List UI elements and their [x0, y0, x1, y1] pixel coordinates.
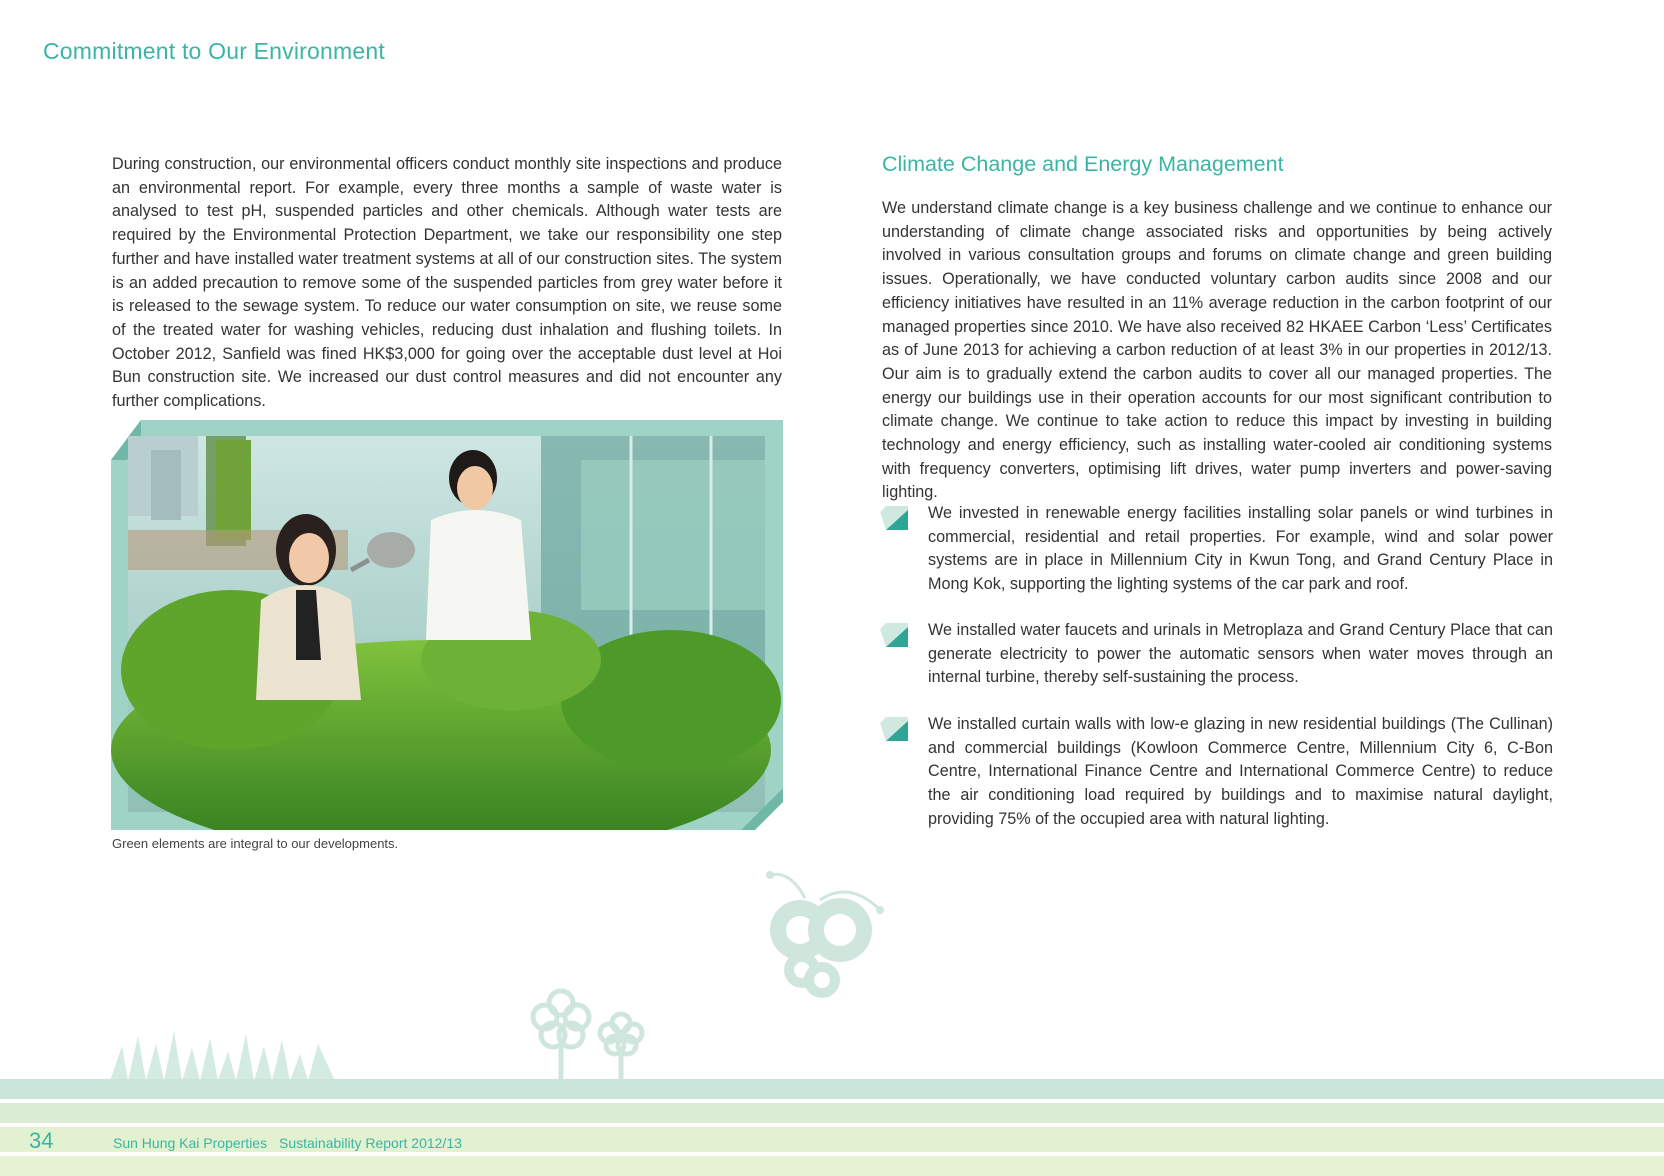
bullet-item — [880, 713, 1553, 832]
flower-icon — [525, 983, 650, 1081]
footer-band — [0, 1079, 1664, 1099]
footer-company: Sun Hung Kai Properties — [113, 1135, 268, 1151]
triangle-bullet-icon — [880, 717, 908, 741]
footer-report-title: Sustainability Report 2012/13 — [279, 1135, 462, 1151]
grass-decoration — [110, 1026, 335, 1081]
butterfly-icon — [760, 870, 890, 1000]
bullet-text: We installed water faucets and urinals in Metroplaza and Grand Century Place that can generate electricity to power the automatic sensors when water moves through an internal turbine, thereby self-sustaining the process. — [928, 621, 1553, 687]
triangle-bullet-icon — [880, 623, 908, 647]
section-title: Commitment to Our Environment — [43, 38, 385, 64]
footer-band — [0, 1103, 1664, 1123]
footer-band — [0, 1156, 1664, 1176]
photo-caption: Green elements are integral to our developments. — [112, 836, 399, 851]
body-paragraph-left: During construction, our environmental officers conduct monthly site inspections and produce an environmental report. For example, every three months a sample of waste water is analysed to test pH, suspended particles and other chemicals. Although water tests are required by the Environmental Protection Department, we take our responsibility one step further and have installed water treatment systems at all of our construction sites. The system is an added precaution to remove some of the suspended particles from grey water before it is released to the sewage system. To reduce our water consumption on site, we reuse some of the treated water for washing vehicles, reducing dust inhalation and flushing toilets. In October 2012, Sanfield was fined HK$3,000 for going over the acceptable dust level at Hoi Bun construction site. We increased our dust control measures and did not encounter any further complications. — [112, 155, 782, 411]
bullet-item — [880, 619, 1553, 690]
triangle-bullet-icon — [880, 506, 908, 530]
climate-heading: Climate Change and Energy Management — [882, 152, 1284, 176]
garden-photo — [111, 420, 783, 830]
page-number: 34 — [29, 1128, 54, 1153]
bullet-text: We invested in renewable energy facilities installing solar panels or wind turbines in commercial, residential and retail properties. For example, wind and solar power systems are in place in Millennium City in Kwun Tong, and Grand Century Place in Mong Kok, supporting the lighting systems of the car park and roof. — [928, 504, 1553, 594]
body-paragraph-right: We understand climate change is a key business challenge and we continue to enhance our understanding of climate change associated risks and opportunities by being actively involved in various consultation groups and forums on climate change and green building issues. Operationally, we have conducted voluntary carbon audits since 2008 and our efficiency initiatives have resulted in an 11% average reduction in the carbon footprint of our managed properties since 2010. We have also received 82 HKAEE Carbon ‘Less’ Certificates as of June 2013 for achieving a carbon reduction of at least 3% in our properties in 2012/13. Our aim is to gradually extend the carbon audits to cover all our managed properties. The energy our buildings use in their operation accounts for our most significant contribution to climate change. We continue to take action to reduce this impact by investing in building technology and energy efficiency, such as installing water-cooled air conditioning systems with frequency converters, optimising lift drives, water pump inverters and power-saving lighting. — [882, 199, 1552, 502]
bullet-text: We installed curtain walls with low-e glazing in new residential buildings (The Cullinan) and commercial buildings (Kowloon Commerce Centre, Millennium City 6, C-Bon Centre, International Finance Centre and International Commerce Centre) to reduce the air conditioning load required by buildings and to maximise natural daylight, providing 75% of the occupied area with natural lighting. — [928, 715, 1553, 828]
bullet-item — [880, 502, 1553, 597]
